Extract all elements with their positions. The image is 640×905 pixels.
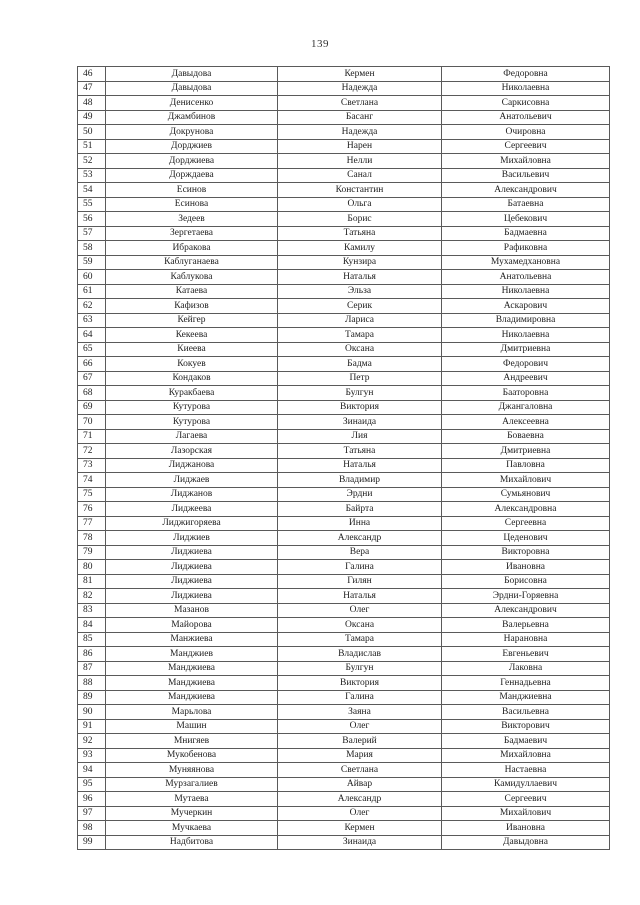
row-number-cell: 99 [78, 835, 106, 850]
patronymic-cell: Эрдни-Горяевна [442, 589, 610, 604]
row-number-cell: 79 [78, 545, 106, 560]
row-number-cell: 57 [78, 226, 106, 241]
table-row [78, 197, 610, 212]
table-row [78, 183, 610, 198]
row-number-cell: 67 [78, 371, 106, 386]
last-name-cell: Лиджанова [106, 458, 278, 473]
row-number-cell: 61 [78, 284, 106, 299]
first-name-cell: Светлана [278, 96, 442, 111]
last-name-cell: Катаева [106, 284, 278, 299]
first-name-cell: Айвар [278, 777, 442, 792]
patronymic-cell: Евгеньевич [442, 647, 610, 662]
first-name-cell: Наталья [278, 589, 442, 604]
patronymic-cell: Викторович [442, 719, 610, 734]
patronymic-cell: Николаевна [442, 81, 610, 96]
row-number-cell: 87 [78, 661, 106, 676]
table-row [78, 400, 610, 415]
patronymic-cell: Саркисовна [442, 96, 610, 111]
table-row [78, 241, 610, 256]
table-row [78, 734, 610, 749]
patronymic-cell: Васильевич [442, 168, 610, 183]
row-number-cell: 85 [78, 632, 106, 647]
row-number-cell: 54 [78, 183, 106, 198]
patronymic-cell: Михайловна [442, 154, 610, 169]
first-name-cell: Нарен [278, 139, 442, 154]
name-list-body [78, 67, 610, 850]
last-name-cell: Кондаков [106, 371, 278, 386]
last-name-cell: Дорджиев [106, 139, 278, 154]
table-row [78, 835, 610, 850]
last-name-cell: Надбитова [106, 835, 278, 850]
last-name-cell: Дорждаева [106, 168, 278, 183]
last-name-cell: Майорова [106, 618, 278, 633]
patronymic-cell: Сергеевич [442, 792, 610, 807]
patronymic-cell: Джангаловна [442, 400, 610, 415]
first-name-cell: Владимир [278, 473, 442, 488]
last-name-cell: Зергетаева [106, 226, 278, 241]
patronymic-cell: Александрович [442, 603, 610, 618]
row-number-cell: 92 [78, 734, 106, 749]
patronymic-cell: Сумьянович [442, 487, 610, 502]
patronymic-cell: Цеденович [442, 531, 610, 546]
first-name-cell: Наталья [278, 270, 442, 285]
last-name-cell: Кейгер [106, 313, 278, 328]
row-number-cell: 65 [78, 342, 106, 357]
first-name-cell: Оксана [278, 618, 442, 633]
row-number-cell: 89 [78, 690, 106, 705]
patronymic-cell: Бадмаевна [442, 226, 610, 241]
row-number-cell: 50 [78, 125, 106, 140]
first-name-cell: Тамара [278, 632, 442, 647]
row-number-cell: 64 [78, 328, 106, 343]
first-name-cell: Надежда [278, 81, 442, 96]
row-number-cell: 69 [78, 400, 106, 415]
patronymic-cell: Федоровна [442, 67, 610, 82]
table-row [78, 284, 610, 299]
patronymic-cell: Камидуллаевич [442, 777, 610, 792]
row-number-cell: 51 [78, 139, 106, 154]
table-row [78, 603, 610, 618]
row-number-cell: 68 [78, 386, 106, 401]
last-name-cell: Мазанов [106, 603, 278, 618]
row-number-cell: 84 [78, 618, 106, 633]
table-row [78, 647, 610, 662]
first-name-cell: Оксана [278, 342, 442, 357]
row-number-cell: 82 [78, 589, 106, 604]
last-name-cell: Давыдова [106, 81, 278, 96]
last-name-cell: Лазорская [106, 444, 278, 459]
row-number-cell: 78 [78, 531, 106, 546]
last-name-cell: Докрунова [106, 125, 278, 140]
last-name-cell: Манжиева [106, 632, 278, 647]
patronymic-cell: Аскарович [442, 299, 610, 314]
first-name-cell: Серик [278, 299, 442, 314]
table-row [78, 226, 610, 241]
table-row [78, 661, 610, 676]
first-name-cell: Булгун [278, 386, 442, 401]
table-row [78, 792, 610, 807]
patronymic-cell: Сергеевич [442, 139, 610, 154]
table-row [78, 386, 610, 401]
row-number-cell: 72 [78, 444, 106, 459]
patronymic-cell: Михайловна [442, 748, 610, 763]
row-number-cell: 97 [78, 806, 106, 821]
last-name-cell: Кокуев [106, 357, 278, 372]
first-name-cell: Олег [278, 603, 442, 618]
last-name-cell: Мурзагалиев [106, 777, 278, 792]
first-name-cell: Татьяна [278, 444, 442, 459]
last-name-cell: Каблуганаева [106, 255, 278, 270]
first-name-cell: Кермен [278, 821, 442, 836]
table-row [78, 429, 610, 444]
last-name-cell: Манджиева [106, 690, 278, 705]
row-number-cell: 88 [78, 676, 106, 691]
last-name-cell: Лиджиев [106, 531, 278, 546]
patronymic-cell: Бааторовна [442, 386, 610, 401]
row-number-cell: 48 [78, 96, 106, 111]
patronymic-cell: Николаевна [442, 328, 610, 343]
row-number-cell: 83 [78, 603, 106, 618]
last-name-cell: Мукобенова [106, 748, 278, 763]
table-row [78, 676, 610, 691]
patronymic-cell: Сергеевна [442, 516, 610, 531]
first-name-cell: Галина [278, 560, 442, 575]
last-name-cell: Манджиева [106, 676, 278, 691]
table-row [78, 110, 610, 125]
row-number-cell: 71 [78, 429, 106, 444]
first-name-cell: Байрта [278, 502, 442, 517]
last-name-cell: Лиджаев [106, 473, 278, 488]
table-row [78, 212, 610, 227]
table-row [78, 67, 610, 82]
patronymic-cell: Валерьевна [442, 618, 610, 633]
table-row [78, 821, 610, 836]
last-name-cell: Давыдова [106, 67, 278, 82]
first-name-cell: Александр [278, 531, 442, 546]
patronymic-cell: Дмитриевна [442, 342, 610, 357]
row-number-cell: 91 [78, 719, 106, 734]
last-name-cell: Ибракова [106, 241, 278, 256]
first-name-cell: Гилян [278, 574, 442, 589]
row-number-cell: 81 [78, 574, 106, 589]
patronymic-cell: Рафиковна [442, 241, 610, 256]
patronymic-cell: Лаковна [442, 661, 610, 676]
row-number-cell: 47 [78, 81, 106, 96]
patronymic-cell: Александрович [442, 183, 610, 198]
first-name-cell: Наталья [278, 458, 442, 473]
row-number-cell: 73 [78, 458, 106, 473]
table-row [78, 473, 610, 488]
first-name-cell: Кермен [278, 67, 442, 82]
first-name-cell: Виктория [278, 676, 442, 691]
patronymic-cell: Давыдовна [442, 835, 610, 850]
first-name-cell: Эльза [278, 284, 442, 299]
patronymic-cell: Дмитриевна [442, 444, 610, 459]
last-name-cell: Кафизов [106, 299, 278, 314]
last-name-cell: Кекеева [106, 328, 278, 343]
row-number-cell: 53 [78, 168, 106, 183]
patronymic-cell: Васильевна [442, 705, 610, 720]
first-name-cell: Валерий [278, 734, 442, 749]
patronymic-cell: Борисовна [442, 574, 610, 589]
table-row [78, 154, 610, 169]
last-name-cell: Мутаева [106, 792, 278, 807]
table-row [78, 342, 610, 357]
row-number-cell: 56 [78, 212, 106, 227]
first-name-cell: Александр [278, 792, 442, 807]
table-row [78, 705, 610, 720]
first-name-cell: Инна [278, 516, 442, 531]
patronymic-cell: Манджиевна [442, 690, 610, 705]
table-row [78, 487, 610, 502]
patronymic-cell: Александровна [442, 502, 610, 517]
patronymic-cell: Ивановна [442, 560, 610, 575]
first-name-cell: Зинаида [278, 835, 442, 850]
last-name-cell: Лиджиева [106, 574, 278, 589]
patronymic-cell: Анатольевич [442, 110, 610, 125]
page-number: 139 [311, 38, 329, 50]
table-row [78, 574, 610, 589]
table-row [78, 719, 610, 734]
table-row [78, 96, 610, 111]
table-row [78, 502, 610, 517]
last-name-cell: Лиджанов [106, 487, 278, 502]
row-number-cell: 55 [78, 197, 106, 212]
row-number-cell: 52 [78, 154, 106, 169]
table-row [78, 516, 610, 531]
table-row [78, 357, 610, 372]
first-name-cell: Вера [278, 545, 442, 560]
table-row [78, 545, 610, 560]
table-row [78, 690, 610, 705]
patronymic-cell: Михайлович [442, 473, 610, 488]
row-number-cell: 46 [78, 67, 106, 82]
first-name-cell: Светлана [278, 763, 442, 778]
first-name-cell: Лия [278, 429, 442, 444]
table-row [78, 371, 610, 386]
first-name-cell: Олег [278, 806, 442, 821]
row-number-cell: 90 [78, 705, 106, 720]
patronymic-cell: Николаевна [442, 284, 610, 299]
first-name-cell: Булгун [278, 661, 442, 676]
last-name-cell: Манджиева [106, 661, 278, 676]
row-number-cell: 96 [78, 792, 106, 807]
first-name-cell: Эрдни [278, 487, 442, 502]
first-name-cell: Татьяна [278, 226, 442, 241]
last-name-cell: Лагаева [106, 429, 278, 444]
first-name-cell: Заяна [278, 705, 442, 720]
patronymic-cell: Очировна [442, 125, 610, 140]
first-name-cell: Лариса [278, 313, 442, 328]
first-name-cell: Борис [278, 212, 442, 227]
first-name-cell: Нелли [278, 154, 442, 169]
row-number-cell: 58 [78, 241, 106, 256]
patronymic-cell: Нарановна [442, 632, 610, 647]
first-name-cell: Мария [278, 748, 442, 763]
patronymic-cell: Геннадьевна [442, 676, 610, 691]
patronymic-cell: Анатольевна [442, 270, 610, 285]
last-name-cell: Кутурова [106, 400, 278, 415]
first-name-cell: Константин [278, 183, 442, 198]
table-row [78, 415, 610, 430]
last-name-cell: Киеева [106, 342, 278, 357]
table-row [78, 589, 610, 604]
patronymic-cell: Цебекович [442, 212, 610, 227]
row-number-cell: 49 [78, 110, 106, 125]
first-name-cell: Кунзира [278, 255, 442, 270]
patronymic-cell: Настаевна [442, 763, 610, 778]
first-name-cell: Владислав [278, 647, 442, 662]
last-name-cell: Машин [106, 719, 278, 734]
table-row [78, 632, 610, 647]
last-name-cell: Лиджиева [106, 589, 278, 604]
patronymic-cell: Ивановна [442, 821, 610, 836]
first-name-cell: Бадма [278, 357, 442, 372]
table-row [78, 255, 610, 270]
last-name-cell: Кутурова [106, 415, 278, 430]
table-row [78, 81, 610, 96]
table-row [78, 806, 610, 821]
row-number-cell: 94 [78, 763, 106, 778]
last-name-cell: Лиджеева [106, 502, 278, 517]
table-row [78, 444, 610, 459]
row-number-cell: 95 [78, 777, 106, 792]
row-number-cell: 70 [78, 415, 106, 430]
patronymic-cell: Андреевич [442, 371, 610, 386]
first-name-cell: Галина [278, 690, 442, 705]
table-row [78, 777, 610, 792]
last-name-cell: Муняянова [106, 763, 278, 778]
first-name-cell: Зинаида [278, 415, 442, 430]
last-name-cell: Лиджиева [106, 545, 278, 560]
patronymic-cell: Батаевна [442, 197, 610, 212]
table-row [78, 168, 610, 183]
first-name-cell: Басанг [278, 110, 442, 125]
last-name-cell: Мнигяев [106, 734, 278, 749]
patronymic-cell: Бадмаевич [442, 734, 610, 749]
first-name-cell: Петр [278, 371, 442, 386]
table-row [78, 328, 610, 343]
last-name-cell: Лиджигоряева [106, 516, 278, 531]
table-row [78, 531, 610, 546]
row-number-cell: 75 [78, 487, 106, 502]
patronymic-cell: Алексеевна [442, 415, 610, 430]
first-name-cell: Виктория [278, 400, 442, 415]
row-number-cell: 60 [78, 270, 106, 285]
first-name-cell: Ольга [278, 197, 442, 212]
row-number-cell: 74 [78, 473, 106, 488]
last-name-cell: Манджиев [106, 647, 278, 662]
patronymic-cell: Федорович [442, 357, 610, 372]
table-row [78, 763, 610, 778]
last-name-cell: Есинова [106, 197, 278, 212]
first-name-cell: Камилу [278, 241, 442, 256]
name-list-table [77, 66, 610, 850]
row-number-cell: 76 [78, 502, 106, 517]
row-number-cell: 77 [78, 516, 106, 531]
last-name-cell: Каблукова [106, 270, 278, 285]
last-name-cell: Мучеркин [106, 806, 278, 821]
row-number-cell: 98 [78, 821, 106, 836]
patronymic-cell: Михайлович [442, 806, 610, 821]
table-row [78, 125, 610, 140]
patronymic-cell: Мухамедхановна [442, 255, 610, 270]
last-name-cell: Джамбинов [106, 110, 278, 125]
row-number-cell: 63 [78, 313, 106, 328]
table-row [78, 270, 610, 285]
first-name-cell: Санал [278, 168, 442, 183]
row-number-cell: 59 [78, 255, 106, 270]
table-row [78, 618, 610, 633]
last-name-cell: Дорджиева [106, 154, 278, 169]
patronymic-cell: Боваевна [442, 429, 610, 444]
last-name-cell: Лиджиева [106, 560, 278, 575]
last-name-cell: Зедеев [106, 212, 278, 227]
table-row [78, 458, 610, 473]
table-row [78, 299, 610, 314]
last-name-cell: Есинов [106, 183, 278, 198]
last-name-cell: Денисенко [106, 96, 278, 111]
row-number-cell: 62 [78, 299, 106, 314]
table-row [78, 139, 610, 154]
row-number-cell: 66 [78, 357, 106, 372]
last-name-cell: Марьлова [106, 705, 278, 720]
last-name-cell: Мучкаева [106, 821, 278, 836]
patronymic-cell: Владимировна [442, 313, 610, 328]
first-name-cell: Олег [278, 719, 442, 734]
row-number-cell: 80 [78, 560, 106, 575]
first-name-cell: Надежда [278, 125, 442, 140]
patronymic-cell: Павловна [442, 458, 610, 473]
row-number-cell: 93 [78, 748, 106, 763]
table-row [78, 748, 610, 763]
row-number-cell: 86 [78, 647, 106, 662]
table-row [78, 313, 610, 328]
table-row [78, 560, 610, 575]
last-name-cell: Куракбаева [106, 386, 278, 401]
patronymic-cell: Викторовна [442, 545, 610, 560]
first-name-cell: Тамара [278, 328, 442, 343]
